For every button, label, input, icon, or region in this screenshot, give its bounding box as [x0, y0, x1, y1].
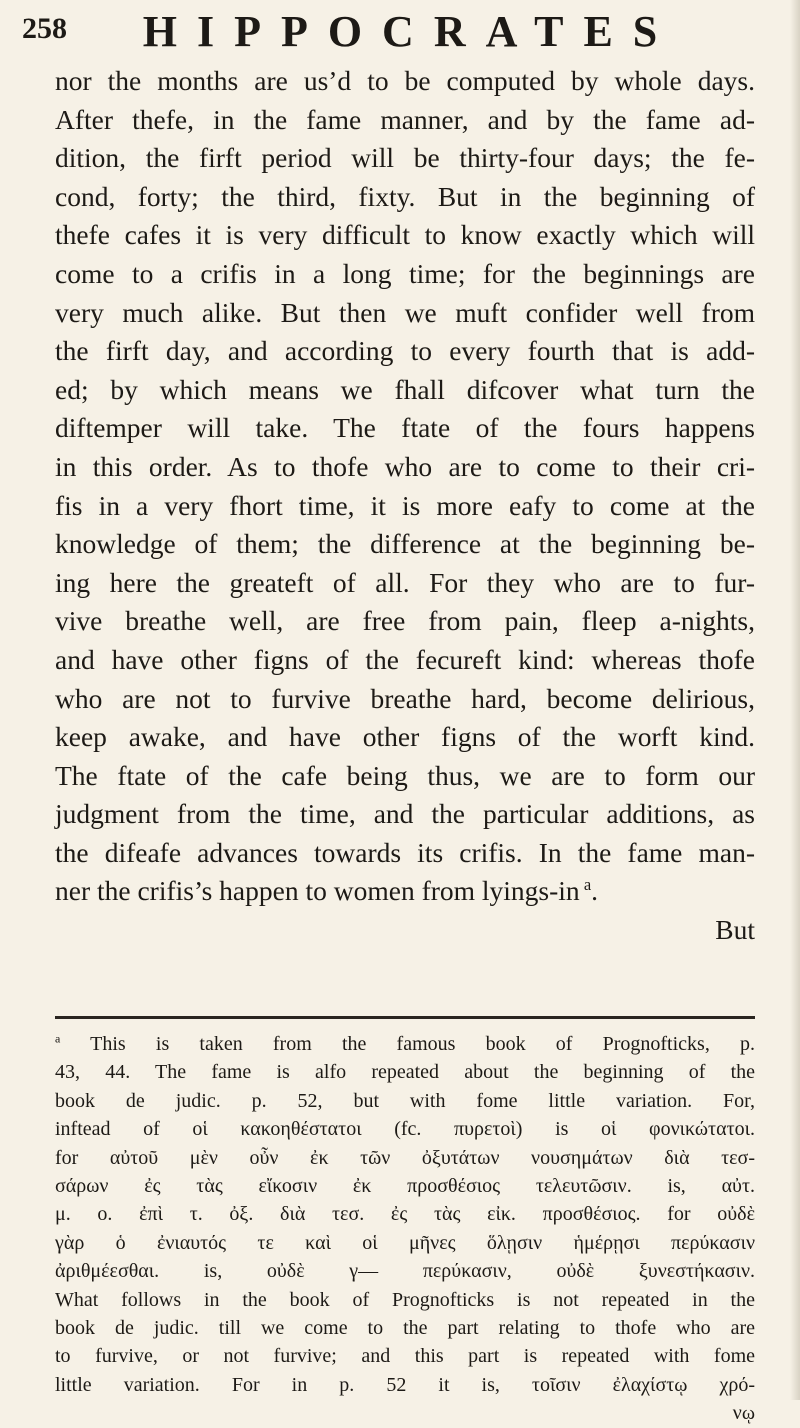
footnote-line [55, 1314, 755, 1342]
body-line: dition, the firft period will be thirty-four days; the fe- [55, 142, 755, 174]
page-edge [790, 0, 800, 1400]
body-line: ed; by which means we fhall difcover what turn the [55, 373, 755, 405]
body-line: The ftate of the cafe being thus, we are to form our [55, 759, 755, 791]
body-line: keep awake, and have other figns of the worft kind. [55, 721, 755, 753]
footnote-line-text: book de judic. p. 52, but with fome little variation. For, [55, 1089, 755, 1112]
running-title: HIPPOCRATES [142, 7, 678, 56]
footnote-line-text: σάρων ἐς τὰς εἴκοσιν ἐκ προσθέσιος τελευτῶσιν. is, αὐτ. [55, 1175, 755, 1198]
body-line: and have other figns of the fecureft kind: whereas thofe [55, 643, 755, 675]
footnote-line [55, 1257, 755, 1285]
footnote-line [55, 1087, 755, 1115]
body-line: judgment from the time, and the particular additions, as [55, 798, 755, 830]
body-line: diftemper will take. The ftate of the fours happens [55, 412, 755, 444]
body-line: the difeafe advances towards its crifis. In the fame man- [55, 836, 755, 868]
footnote-line [55, 1058, 755, 1086]
footnote-marker: a [55, 1031, 61, 1046]
footnote-line-text: νῳ [732, 1402, 755, 1425]
footnotes [55, 1030, 755, 1428]
footnote-line [55, 1200, 755, 1228]
footnote-line-text: for αὐτοῦ μὲν οὖν ἐκ τῶν ὀξυτάτων νουσημάτων διὰ τεσ- [55, 1146, 755, 1169]
footnote-reference: a [579, 875, 592, 895]
footnote-line-text: γὰρ ὁ ἐνιαυτός τε καὶ οἱ μῆνες ὅλῃσιν ἡμέρῃσι περύκασιν [55, 1231, 755, 1254]
body-line: nor the months are us’d to be computed by whole days. [55, 65, 755, 96]
footnote-rule [55, 1016, 755, 1019]
footnote-line [55, 1286, 755, 1314]
page-number: 258 [22, 12, 67, 45]
footnote-line [55, 1172, 755, 1200]
footnote-line-text: to furvive, or not furvive; and this part is repeated with fome [55, 1345, 755, 1368]
body-line: the firft day, and according to every fourth that is add- [55, 335, 755, 367]
body-line: But [715, 914, 755, 946]
footnote-line-text: inftead of οἱ κακοηθέστατοι (fc. πυρετοὶ) is οἱ φονικώτατοι. [55, 1118, 755, 1141]
footnote-line [55, 1115, 755, 1143]
footnote-line [55, 1342, 755, 1370]
footnote-line [55, 1030, 755, 1058]
body-line: very much alike. But then we muft confider well from [55, 296, 755, 328]
body-line: thefe cafes it is very difficult to know exactly which will [55, 219, 755, 251]
body-line: vive breathe well, are free from pain, fleep a-nights, [55, 605, 755, 637]
footnote-line-text: book de judic. till we come to the part relating to thofe who are [55, 1317, 755, 1340]
footnote-line [55, 1371, 755, 1399]
body-line: ner the crifis’s happen to women from lyings-in $^a$. [55, 875, 599, 907]
footnote-line-text: 43, 44. The fame is alfo repeated about the beginning of the [55, 1061, 755, 1084]
footnote-line-text: ἀριθμέεσθαι. is, οὐδὲ γ— περύκασιν, οὐδὲ ξυνεστήκασιν. [55, 1260, 755, 1283]
footnote-line [55, 1144, 755, 1172]
body-line: ing here the greateft of all. For they who are to fur- [55, 566, 755, 598]
footnote-line [55, 1229, 755, 1257]
footnote-line-text: This is taken from the famous book of Prognofticks, p. [90, 1033, 756, 1055]
body-line: in this order. As to thofe who are to come to their cri- [55, 450, 755, 482]
body-text [55, 62, 755, 950]
body-line: After thefe, in the fame manner, and by the fame ad- [55, 103, 755, 135]
footnote-line-text: What follows in the book of Prognofticks is not repeated in the [55, 1288, 755, 1311]
body-line: fis in a very fhort time, it is more eafy to come at the [55, 489, 755, 521]
body-line: knowledge of them; the difference at the beginning be- [55, 528, 755, 560]
footnote-line-text: little variation. For in p. 52 it is, τοῖσιν ἐλαχίστῳ χρό- [55, 1373, 755, 1396]
body-line: cond, forty; the third, fixty. But in the beginning of [55, 180, 755, 212]
footnote-line-text: μ. ο. ἐπὶ τ. ὀξ. διὰ τεσ. ἐς τὰς εἰκ. προσθέσιος. for οὐδὲ [55, 1203, 755, 1226]
body-line: come to a crifis in a long time; for the beginnings are [55, 257, 755, 289]
footnote-line [55, 1399, 755, 1427]
body-line: who are not to furvive breathe hard, become delirious, [55, 682, 755, 714]
